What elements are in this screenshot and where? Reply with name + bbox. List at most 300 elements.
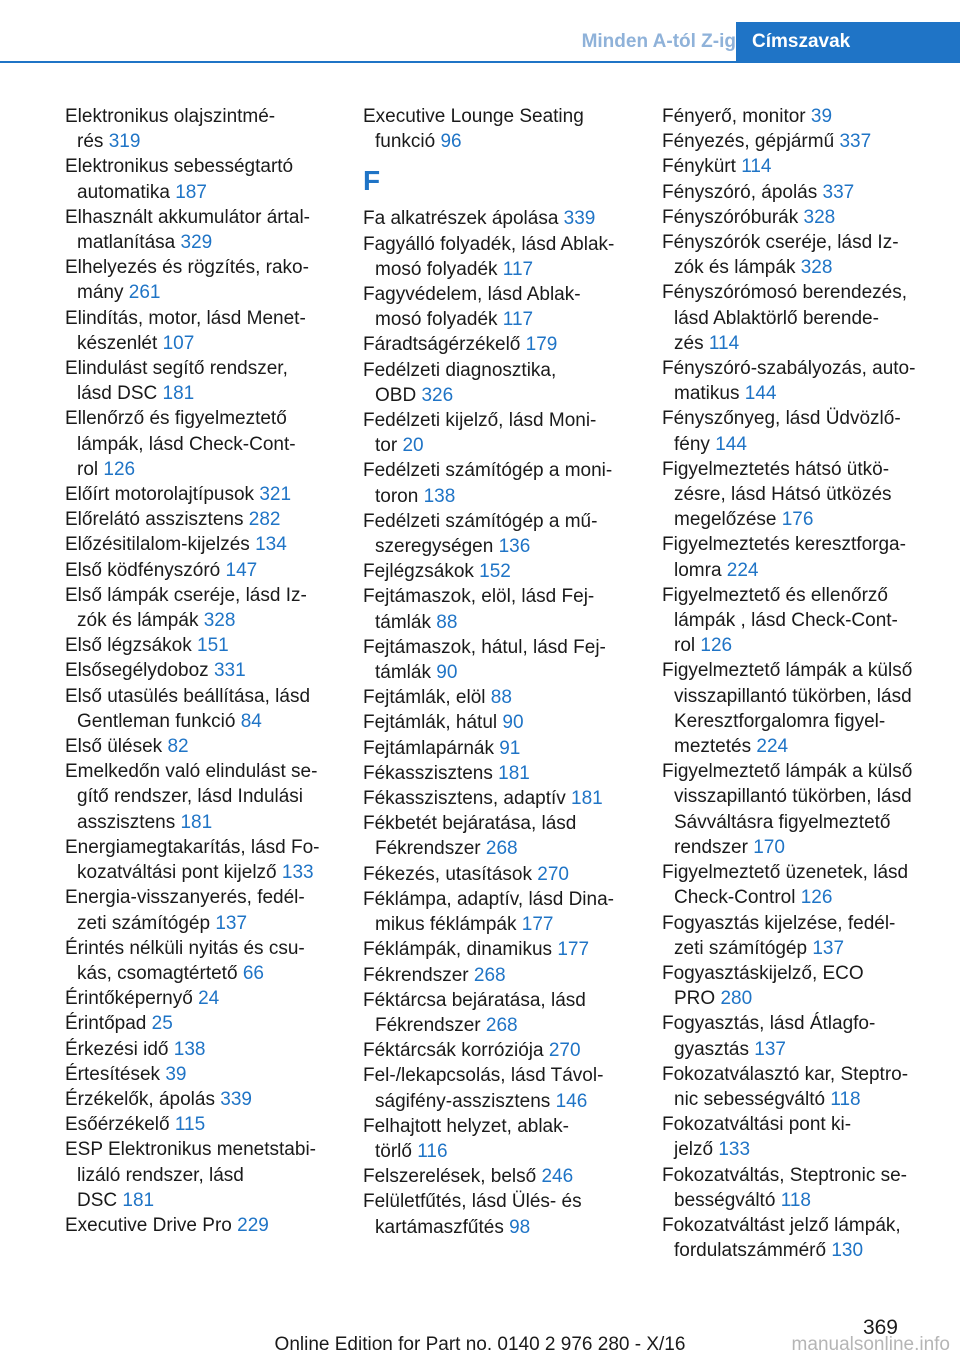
index-term-text: Első ülések xyxy=(65,736,163,758)
page-reference-link[interactable]: 137 xyxy=(215,912,248,934)
index-term-text: Fedélzeti diagnosztika, xyxy=(363,359,557,381)
index-entry xyxy=(65,406,335,482)
index-entry-line xyxy=(363,710,633,735)
index-term-text: Check-Control xyxy=(674,887,796,909)
index-column-1 xyxy=(65,104,335,1238)
page-reference-link[interactable]: 328 xyxy=(203,610,236,632)
index-term-text: lizáló rendszer, lásd xyxy=(77,1164,244,1186)
index-entry-line xyxy=(662,734,928,759)
index-term-text: Fékasszisztens, adaptív xyxy=(363,788,566,810)
index-term-text: Figyelmeztetés hátsó ütkö- xyxy=(662,458,890,480)
index-term-text: rendszer xyxy=(674,836,748,858)
index-entry-line xyxy=(65,885,335,910)
page-reference-link[interactable]: 20 xyxy=(402,435,424,457)
index-term-text: Elsősegélydoboz xyxy=(65,660,209,682)
index-entry xyxy=(662,1163,928,1213)
index-entry-line xyxy=(363,383,633,408)
index-term-text: Előírt motorolajtípusok xyxy=(65,484,255,506)
index-term-text: törlő xyxy=(375,1140,412,1162)
index-term-text: bességváltó xyxy=(674,1189,776,1211)
index-term-text: Fogyasztáskijelző, ECO xyxy=(662,962,864,984)
index-entry-line xyxy=(662,784,928,809)
index-term-text: Első utasülés beállítása, lásd xyxy=(65,685,311,707)
index-term-text: Fáradtságérzékelő xyxy=(363,334,521,356)
index-entry-line xyxy=(363,937,633,962)
page-reference-link[interactable]: 138 xyxy=(423,485,456,507)
index-entry-line xyxy=(65,356,335,381)
page-reference-link[interactable]: 268 xyxy=(485,1014,518,1036)
page-reference-link[interactable]: 66 xyxy=(242,962,264,984)
page-reference-link[interactable]: 118 xyxy=(830,1088,861,1110)
index-term-text: Fokozatváltási pont ki- xyxy=(662,1114,852,1136)
page-reference-link[interactable]: 130 xyxy=(831,1240,864,1262)
index-term-text: fordulatszámmérő xyxy=(674,1240,827,1262)
page-reference-link[interactable]: 98 xyxy=(509,1216,531,1238)
index-term-text: Fagyvédelem, lásd Ablak- xyxy=(363,284,581,306)
page-reference-link[interactable]: 39 xyxy=(165,1063,187,1085)
index-term-text: Fényerő, monitor xyxy=(662,106,806,127)
index-entry-line xyxy=(662,961,928,986)
index-term-text: Érzékelők, ápolás xyxy=(65,1088,215,1110)
index-entry-line xyxy=(65,154,335,179)
index-term-text: zók és lámpák xyxy=(674,257,796,279)
index-entry-line xyxy=(65,1011,335,1036)
index-entry-line xyxy=(65,734,335,759)
page-reference-link[interactable]: 280 xyxy=(720,988,753,1010)
index-entry xyxy=(363,1189,633,1239)
index-entry-line xyxy=(363,307,633,332)
index-term-text: rés xyxy=(77,131,104,153)
page-reference-link[interactable]: 181 xyxy=(122,1189,155,1211)
index-entry-line xyxy=(662,709,928,734)
index-term-text: támlák xyxy=(375,611,431,633)
page-reference-link[interactable]: 90 xyxy=(502,712,524,734)
index-entry-line xyxy=(363,104,633,129)
page-reference-link[interactable]: 229 xyxy=(237,1214,269,1236)
index-term-text: Fagyálló folyadék, lásd Ablak- xyxy=(363,233,615,255)
page-reference-link[interactable]: 144 xyxy=(744,383,777,405)
index-entry-line xyxy=(662,104,928,129)
index-term-text: mosó folyadék xyxy=(375,309,498,331)
index-entry-line xyxy=(662,835,928,860)
index-entry-line xyxy=(65,558,335,583)
index-entry-line xyxy=(65,1087,335,1112)
page-reference-link[interactable]: 319 xyxy=(108,131,141,153)
page-reference-link[interactable]: 133 xyxy=(281,862,314,884)
page-reference-link[interactable]: 224 xyxy=(726,559,759,581)
index-entry-line xyxy=(662,633,928,658)
page-reference-link[interactable]: 246 xyxy=(541,1166,574,1188)
index-entry-line xyxy=(662,583,928,608)
page-reference-link[interactable]: 268 xyxy=(485,838,518,860)
index-entry-line xyxy=(363,1013,633,1038)
index-term-text: lámpák , lásd Check-Cont- xyxy=(674,610,898,632)
index-entry xyxy=(65,1112,335,1137)
index-term-text: Előzésitilalom-kijelzés xyxy=(65,534,250,556)
index-entry-line xyxy=(363,433,633,458)
page-reference-link[interactable]: 138 xyxy=(173,1038,206,1060)
index-entry-line xyxy=(65,104,335,129)
index-entry xyxy=(65,1087,335,1112)
page-reference-link[interactable]: 339 xyxy=(563,208,596,230)
page-reference-link[interactable]: 118 xyxy=(780,1189,811,1211)
index-entry xyxy=(65,835,335,885)
index-entry-line xyxy=(662,406,928,431)
index-term-text: Executive Lounge Seating xyxy=(363,106,584,127)
tab-keywords[interactable]: Címszavak xyxy=(736,22,960,62)
index-entry-line xyxy=(363,988,633,1013)
index-entry xyxy=(65,759,335,835)
index-entry-line xyxy=(363,836,633,861)
index-term-text: Féklámpák, dinamikus xyxy=(363,939,553,961)
page-reference-link[interactable]: 134 xyxy=(255,534,287,556)
index-entry-line xyxy=(662,154,928,179)
index-term-text: Fogyasztás, lásd Átlagfo- xyxy=(662,1013,876,1035)
index-entry xyxy=(65,1137,335,1213)
index-term-text: Fékasszisztens xyxy=(363,762,493,784)
page-reference-link[interactable]: 82 xyxy=(167,736,189,758)
page-reference-link[interactable]: 117 xyxy=(502,309,534,331)
section-link-a-z[interactable]: Minden A-tól Z-ig xyxy=(581,31,736,52)
page-reference-link[interactable]: 126 xyxy=(800,887,833,909)
page-reference-link[interactable]: 133 xyxy=(718,1139,751,1161)
page-reference-link[interactable]: 321 xyxy=(259,484,292,506)
index-entry xyxy=(65,734,335,759)
footer-site-watermark: manualsonline.info xyxy=(791,1334,950,1355)
index-entry xyxy=(662,230,928,280)
index-term-text: Első lámpák cseréje, lásd Iz- xyxy=(65,584,307,606)
index-term-text: kartámaszfűtés xyxy=(375,1216,504,1238)
index-term-text: Fejlégzsákok xyxy=(363,561,474,583)
index-entry-line xyxy=(65,457,335,482)
index-entry-line xyxy=(65,255,335,280)
page-reference-link[interactable]: 84 xyxy=(240,710,262,732)
index-term-text: Figyelmeztető lámpák a külső xyxy=(662,660,913,682)
index-term-text: mosó folyadék xyxy=(375,258,498,280)
index-entry-line xyxy=(662,280,928,305)
index-term-text: Elektronikus sebességtartó xyxy=(65,156,294,178)
page-reference-link[interactable]: 126 xyxy=(103,458,136,480)
index-entry xyxy=(363,887,633,937)
index-entry xyxy=(65,1011,335,1036)
index-term-text: Fényszórók cseréje, lásd Iz- xyxy=(662,232,899,254)
page-reference-link[interactable]: 331 xyxy=(213,660,246,682)
index-entry-line xyxy=(65,532,335,557)
index-entry-line xyxy=(662,860,928,885)
index-term-text: Ellenőrző és figyelmeztető xyxy=(65,408,287,430)
index-entry-line xyxy=(363,408,633,433)
page-reference-link[interactable]: 328 xyxy=(803,206,836,228)
index-term-text: Fékrendszer xyxy=(375,1014,481,1036)
page-reference-link[interactable]: 268 xyxy=(473,964,506,986)
page-reference-link[interactable]: 329 xyxy=(180,232,213,254)
index-entry-line xyxy=(363,610,633,635)
page-reference-link[interactable]: 187 xyxy=(175,181,207,203)
index-term-text: Első légzsákok xyxy=(65,635,192,657)
page-reference-link[interactable]: 107 xyxy=(162,332,195,354)
index-term-text: zésre, lásd Hátsó ütközés xyxy=(674,484,892,506)
index-entry-line xyxy=(65,280,335,305)
index-entry-line xyxy=(363,912,633,937)
page-reference-link[interactable]: 181 xyxy=(571,788,603,810)
page-reference-link[interactable]: 177 xyxy=(521,914,554,936)
page-reference-link[interactable]: 151 xyxy=(197,635,229,657)
index-entry xyxy=(662,154,928,179)
index-entry-line xyxy=(363,963,633,988)
index-term-text: matikus xyxy=(674,383,740,405)
index-entry-line xyxy=(662,608,928,633)
index-entry-line xyxy=(65,1188,335,1213)
index-entry-line xyxy=(65,129,335,154)
index-entry xyxy=(65,205,335,255)
page-reference-link[interactable]: 261 xyxy=(128,282,161,304)
index-term-text: gítő rendszer, lásd Indulási xyxy=(77,786,304,808)
index-entry xyxy=(65,482,335,507)
index-term-text: Gentleman funkció xyxy=(77,710,236,732)
index-term-text: PRO xyxy=(674,988,716,1010)
page-reference-link[interactable]: 326 xyxy=(421,384,454,406)
page-reference-link[interactable]: 144 xyxy=(715,433,747,455)
index-entry xyxy=(363,332,633,357)
index-entry-line xyxy=(363,358,633,383)
index-entry-line xyxy=(363,1139,633,1164)
index-entry xyxy=(363,736,633,761)
index-entry-line xyxy=(363,458,633,483)
index-term-text: visszapillantó tükörben, lásd xyxy=(674,685,912,707)
page-reference-link[interactable]: 181 xyxy=(498,762,530,784)
index-term-text: Féktárcsa bejáratása, lásd xyxy=(363,989,586,1011)
index-entry xyxy=(662,406,928,456)
index-entry xyxy=(662,280,928,356)
index-entry xyxy=(65,684,335,734)
index-term-text: ságifény-asszisztens xyxy=(375,1090,551,1112)
index-term-text: Fejtámaszok, elöl, lásd Fej- xyxy=(363,586,595,608)
index-entry-line xyxy=(363,887,633,912)
index-term-text: kozatváltási pont kijelző xyxy=(77,862,277,884)
page-reference-link[interactable]: 181 xyxy=(180,811,213,833)
index-entry-line xyxy=(662,911,928,936)
index-entry xyxy=(363,685,633,710)
index-entry-line xyxy=(363,484,633,509)
index-entry-line xyxy=(662,356,928,381)
index-entry xyxy=(363,559,633,584)
index-entry xyxy=(363,862,633,887)
index-entry-line xyxy=(363,761,633,786)
index-term-text: Fékrendszer xyxy=(375,838,481,860)
index-term-text: tor xyxy=(375,435,398,457)
index-term-text: Érintőképernyő xyxy=(65,988,193,1010)
index-entry-line xyxy=(363,232,633,257)
index-term-text: Érkezési idő xyxy=(65,1038,169,1060)
index-term-text: gyasztás xyxy=(674,1038,749,1060)
page-reference-link[interactable]: 117 xyxy=(502,258,534,280)
index-entry-line xyxy=(662,532,928,557)
index-entry-line xyxy=(662,255,928,280)
page-reference-link[interactable]: 114 xyxy=(741,156,772,178)
index-term-text: mikus féklámpák xyxy=(375,914,517,936)
index-entry xyxy=(363,232,633,282)
index-entry-line xyxy=(65,633,335,658)
page-reference-link[interactable]: 137 xyxy=(812,937,845,959)
page-reference-link[interactable]: 126 xyxy=(700,635,733,657)
index-entry xyxy=(662,532,928,582)
index-entry-line xyxy=(363,1114,633,1139)
index-entry-line xyxy=(65,1137,335,1162)
index-term-text: Féktárcsák korróziója xyxy=(363,1040,544,1062)
index-entry xyxy=(363,104,633,154)
index-entry xyxy=(65,154,335,204)
page-reference-link[interactable]: 337 xyxy=(839,131,872,153)
index-entry-line xyxy=(363,786,633,811)
page-reference-link[interactable]: 115 xyxy=(174,1114,206,1136)
page-reference-link[interactable]: 181 xyxy=(162,383,195,405)
index-entry-line xyxy=(662,129,928,154)
index-term-text: asszisztens xyxy=(77,811,176,833)
index-entry xyxy=(65,885,335,935)
index-entry-line xyxy=(65,432,335,457)
index-term-text: rol xyxy=(674,635,696,657)
index-term-text: Elindulást segítő rendszer, xyxy=(65,358,288,380)
index-entry-line xyxy=(65,835,335,860)
index-entry-line xyxy=(662,432,928,457)
index-entry-line xyxy=(65,180,335,205)
page-reference-link[interactable]: 152 xyxy=(479,561,511,583)
index-entry-line xyxy=(363,559,633,584)
index-term-text: Emelkedőn való elindulást se- xyxy=(65,761,318,783)
index-term-text: Első ködfényszóró xyxy=(65,559,221,581)
index-entry xyxy=(662,911,928,961)
index-term-text: Elektronikus olajszintmé- xyxy=(65,106,276,127)
index-term-text: Fékbetét bejáratása, lásd xyxy=(363,813,577,835)
index-entry-line xyxy=(662,1011,928,1036)
index-term-text: Executive Drive Pro xyxy=(65,1214,232,1236)
index-term-text: Fokozatválasztó kar, Steptro- xyxy=(662,1063,909,1085)
index-entry xyxy=(363,358,633,408)
index-entry xyxy=(662,205,928,230)
page-reference-link[interactable]: 24 xyxy=(198,988,220,1010)
index-entry xyxy=(65,104,335,154)
index-term-text: készenlét xyxy=(77,332,158,354)
index-entry-line xyxy=(65,810,335,835)
index-term-text: zés xyxy=(674,332,704,354)
page-reference-link[interactable]: 136 xyxy=(498,536,531,558)
index-entry xyxy=(662,860,928,910)
index-entry-line xyxy=(662,1213,928,1238)
page-reference-link[interactable]: 90 xyxy=(436,662,458,684)
page-reference-link[interactable]: 270 xyxy=(548,1040,581,1062)
index-entry xyxy=(363,1114,633,1164)
index-entry-line xyxy=(363,811,633,836)
index-entry-line xyxy=(65,1213,335,1238)
page-reference-link[interactable]: 39 xyxy=(810,106,833,127)
index-term-text: lásd DSC xyxy=(77,383,158,405)
index-entry-line xyxy=(662,230,928,255)
index-term-text: Fejtámlák, hátul xyxy=(363,712,498,734)
index-term-text: Fényszóró-szabályozás, auto- xyxy=(662,358,916,380)
index-term-text: Elhasznált akkumulátor ártal- xyxy=(65,206,310,228)
index-entry-line xyxy=(65,759,335,784)
page-header xyxy=(0,0,960,62)
index-entry-line xyxy=(662,331,928,356)
index-entry xyxy=(363,1038,633,1063)
page-reference-link[interactable]: 147 xyxy=(225,559,258,581)
index-entry xyxy=(662,583,928,659)
index-entry-line xyxy=(65,230,335,255)
index-term-text: Fejtámaszok, hátul, lásd Fej- xyxy=(363,636,606,658)
index-entry xyxy=(662,457,928,533)
index-term-text: Előrelátó asszisztens xyxy=(65,509,244,531)
index-entry-line xyxy=(65,961,335,986)
page-reference-link[interactable]: 176 xyxy=(781,509,814,531)
page-reference-link[interactable]: 170 xyxy=(753,836,785,858)
page-reference-link[interactable]: 137 xyxy=(754,1038,786,1060)
index-term-text: Felületfűtés, lásd Ülés- és xyxy=(363,1191,582,1213)
page-reference-link[interactable]: 88 xyxy=(436,611,458,633)
index-term-text: Energia-visszanyerés, fedél- xyxy=(65,887,305,909)
page-reference-link[interactable]: 88 xyxy=(490,687,512,709)
page-reference-link[interactable]: 114 xyxy=(708,332,740,354)
index-term-text: toron xyxy=(375,485,419,507)
page-reference-link[interactable]: 339 xyxy=(220,1088,252,1110)
index-term-text: automatika xyxy=(77,181,170,203)
index-entry-line xyxy=(65,658,335,683)
index-term-text: Fel-/lekapcsolás, lásd Távol- xyxy=(363,1065,604,1087)
index-entry-line xyxy=(363,206,633,231)
page-reference-link[interactable]: 224 xyxy=(756,736,789,758)
index-term-text: Fékrendszer xyxy=(363,964,469,986)
page-reference-link[interactable]: 25 xyxy=(151,1013,173,1035)
index-term-text: Fejtámlapárnák xyxy=(363,737,494,759)
page-reference-link[interactable]: 96 xyxy=(440,131,462,153)
index-entry xyxy=(363,937,633,962)
index-entry xyxy=(65,356,335,406)
index-entry xyxy=(662,129,928,154)
index-entry-line xyxy=(662,205,928,230)
page-reference-link[interactable]: 282 xyxy=(248,509,281,531)
page-reference-link[interactable]: 270 xyxy=(537,863,569,885)
index-entry-line xyxy=(65,1112,335,1137)
index-entry-line xyxy=(65,1037,335,1062)
index-entry-line xyxy=(363,129,633,154)
index-entry-line xyxy=(363,660,633,685)
index-term-text: Fa alkatrészek ápolása xyxy=(363,208,559,230)
page-reference-link[interactable]: 177 xyxy=(557,939,590,961)
page-reference-link[interactable]: 91 xyxy=(499,737,521,759)
index-term-text: Figyelmeztetés keresztforga- xyxy=(662,534,906,556)
page-reference-link[interactable]: 328 xyxy=(800,257,833,279)
index-entry xyxy=(662,658,928,759)
index-term-text: meztetés xyxy=(674,736,752,758)
page-reference-link[interactable]: 146 xyxy=(555,1090,588,1112)
index-entry xyxy=(65,255,335,305)
section-letter-heading: F xyxy=(363,165,381,197)
index-entry-line xyxy=(662,558,928,583)
index-entry xyxy=(363,1164,633,1189)
index-entry-line xyxy=(662,936,928,961)
index-entry xyxy=(65,306,335,356)
page-reference-link[interactable]: 337 xyxy=(822,181,855,203)
index-entry-line xyxy=(662,1163,928,1188)
page-reference-link[interactable]: 179 xyxy=(525,334,558,356)
index-entry-line xyxy=(662,759,928,784)
page-reference-link[interactable]: 116 xyxy=(417,1140,448,1162)
index-term-text: Fokozatváltás, Steptronic se- xyxy=(662,1164,907,1186)
index-entry-line xyxy=(662,306,928,331)
index-entry-line xyxy=(662,457,928,482)
index-entry xyxy=(65,532,335,557)
index-entry-line xyxy=(363,282,633,307)
index-entry-line xyxy=(65,381,335,406)
